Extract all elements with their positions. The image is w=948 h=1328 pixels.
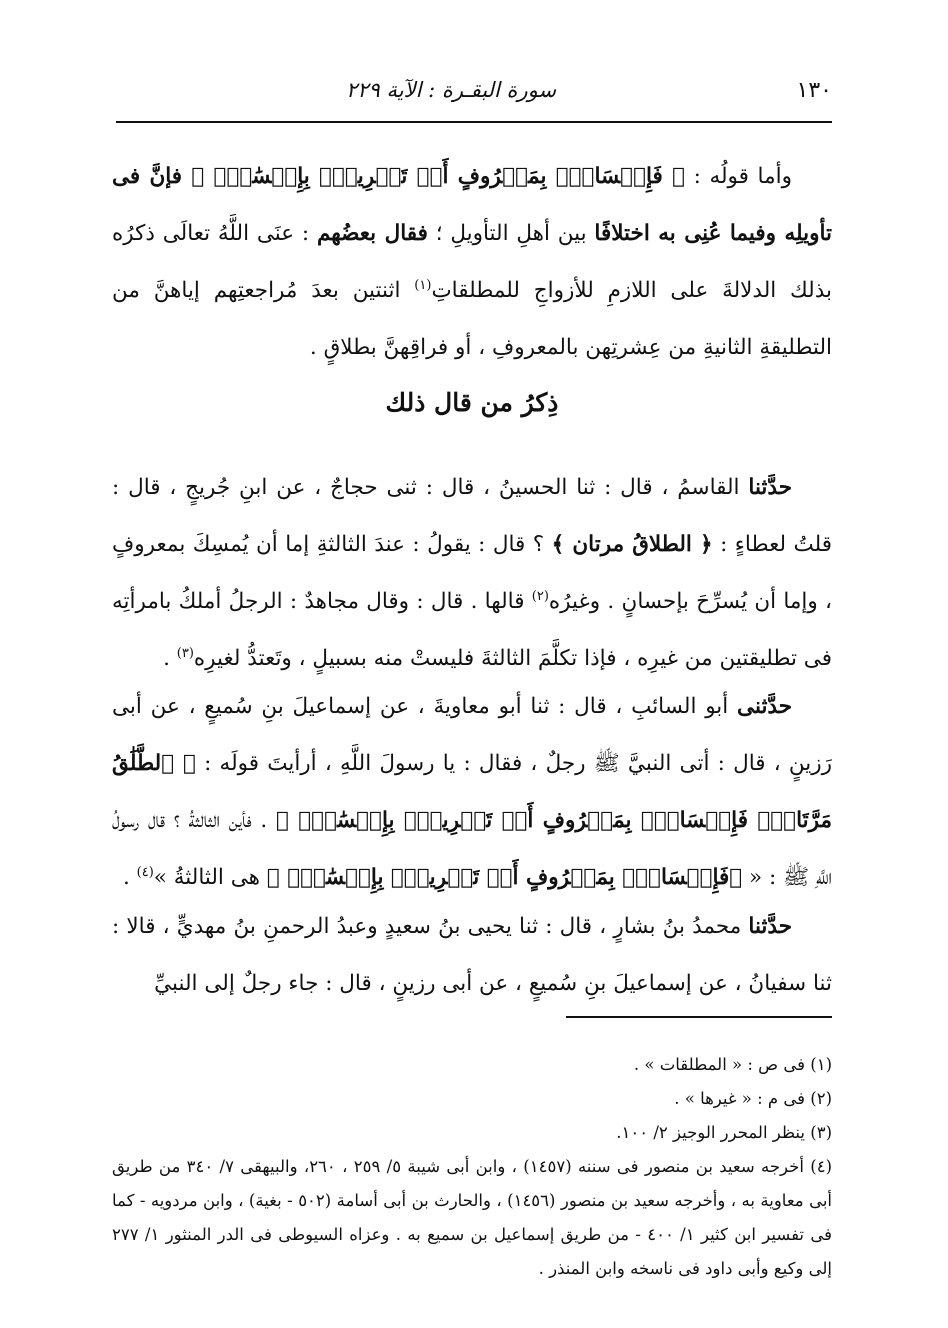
footnote-marker[interactable]: (١): [414, 277, 432, 293]
paragraph-4: [112, 898, 832, 1012]
section-title: ذِكرُ من قال ذلك: [385, 388, 559, 417]
footnote-marker[interactable]: (٣): [176, 645, 194, 661]
quran-verse: ﴿ الطلاقُ مرتان ﴾: [551, 532, 713, 557]
paragraph-text: . فأين الثالثةُ ؟ قال رسولُ اللَّهِ ﷺ : «: [112, 808, 832, 890]
paragraph-text: : عنَى اللَّهُ تعالَى ذكرُه بذلك الدلالةَ على اللازمِ للأزواجِ للمطلقاتِ: [112, 221, 832, 303]
footnote-marker[interactable]: (٤): [136, 864, 154, 880]
header-rule: [116, 121, 832, 123]
footnote-marker[interactable]: (٢): [531, 588, 549, 604]
footnote-3: (٣) ينظر المحرر الوجيز ٢/ ١٠٠.: [616, 1123, 832, 1142]
paragraph-text: .: [122, 865, 137, 890]
footnote-2: (٢) فى م : « غيرها » .: [674, 1089, 832, 1108]
paragraph-text: محمدُ بنُ بشارٍ ، قال : ثنا يحيى بنُ سعيدٍ وعبدُ الرحمنِ بنُ مهديٍّ ، قالا : ثنا سفيانُ ، عن إسماعيلَ بنِ سُميعٍ ، عن أبى رزينٍ ، قال : جاء رجلٌ إلى النبيِّ: [112, 914, 832, 996]
paragraph-lead: وأما قولُه :: [684, 164, 792, 189]
narration-lead: حدَّثنا: [748, 475, 792, 500]
bold-phrase: فقال بعضُهم: [316, 221, 428, 246]
page-number: ١٣٠: [796, 77, 832, 103]
running-title: سورة البقـرة : الآية ٢٢٩: [346, 78, 557, 102]
paragraph-3: [112, 678, 832, 906]
footnote-1: (١) فى ص : « المطلقات » .: [633, 1055, 832, 1074]
quran-verse: ﴿ فَإِمۡسَاكُۢ بِمَعۡرُوفٍ أَوۡ تَسۡرِيحُۢ بِإِحۡسَٰنٖۗ ﴾: [191, 164, 685, 189]
paragraph-text: بين أهلِ التأويلِ ؛: [427, 221, 595, 246]
quran-verse: ﴿ ٱلطَّلَٰقُ مَرَّتَانِۖ فَإِمۡسَاكُۢ بِمَعۡرُوفٍ أَوۡ تَسۡرِيحُۢ بِإِحۡسَٰنٖۗ ﴾: [112, 751, 832, 833]
footnotes: [112, 1048, 832, 1286]
paragraph-text: ؟ قال : يقولُ : عندَ الثالثةِ إما أن يُمسِكَ بمعروفٍ ، وإما أن يُسرِّحَ بإحسانٍ . وغيرُه: [112, 532, 832, 614]
page-header: [116, 70, 832, 110]
paragraph-text: .: [163, 646, 177, 671]
paragraph-1: [112, 148, 832, 376]
bold-phrase: فإنَّ فى تأويلِه وفيما عُنِى به اختلافًا: [112, 164, 832, 246]
paragraph-2: [112, 459, 832, 687]
narration-lead: حدَّثنى: [737, 694, 792, 719]
narration-lead: حدَّثنا: [748, 914, 792, 939]
paragraph-text: القاسمُ ، قال : ثنا الحسينُ ، قال : ثنى حجاجٌ ، عن ابنِ جُريجٍ ، قال : قلتُ لعطاءٍ :: [112, 475, 832, 557]
footnote-4: (٤) أخرجه سعيد بن منصور فى سننه (١٤٥٧) ، وابن أبى شيبة ٥/ ٢٥٩ ، ٢٦٠، والبيهقى ٧/ ٣٤٠ من طريق أبى معاوية به ، وأخرجه سعيد بن منصور (١٤٥٦) ، والحارث بن أبى أسامة (٥٠٢ - بغية) ، وابن مردويه - كما فى تفسير ابن كثير ١/ ٤٠٠ - من طريق إسماعيل بن سميع به . وعزاه السيوطى فى الدر المنثور ١/ ٢٧٧ إلى وكيع وأبى داود فى ناسخه وابن المنذر .: [112, 1157, 833, 1278]
paragraph-text: هى الثالثةُ »: [153, 865, 267, 890]
footnote-rule: [566, 1016, 832, 1018]
paragraph-text: اثنتين بعدَ مُراجعتِهم إياهنَّ من التطليقةِ الثانيةِ من عِشرتِهن بالمعروفِ ، أو فراقِهنَّ بطلاقٍ .: [112, 278, 832, 360]
quran-verse: ﴿فَإِمۡسَاكُۢ بِمَعۡرُوفٍ أَوۡ تَسۡرِيحُۢ بِإِحۡسَٰنٖۗ ﴾: [266, 865, 743, 890]
paragraph-text: قالها . قال : وقال مجاهدٌ : الرجلُ أملكُ بامرأتِه فى تطليقتين من غيرِه ، فإذا تكلَّمَ الثالثةَ فليستْ منه بسبيلٍ ، وتَعتدُّ لغيرِه: [112, 589, 832, 671]
paragraph-text: أبو السائبِ ، قال : ثنا أبو معاويةَ ، عن إسماعيلَ بنِ سُميعٍ ، عن أبى رَزينٍ ، قال : أتى النبيَّ ﷺ رجلٌ ، فقال : يا رسولَ اللَّهِ ، أرأيتَ قولَه :: [112, 694, 832, 776]
